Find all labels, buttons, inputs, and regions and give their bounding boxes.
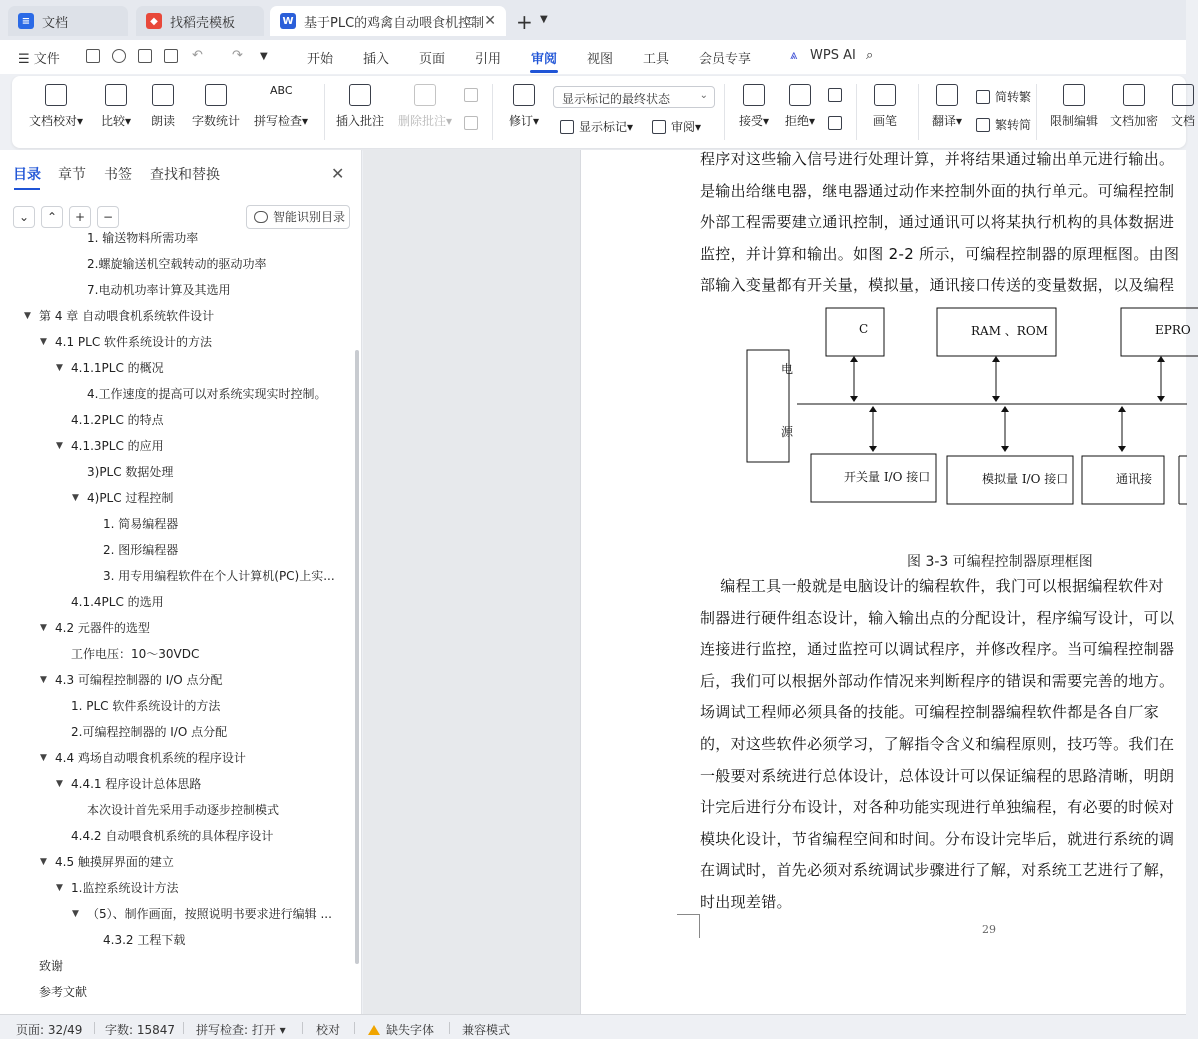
- word-count-button[interactable]: [190, 84, 242, 129]
- missing-font-status[interactable]: [368, 1021, 434, 1038]
- nav-tab-toc[interactable]: 目录: [13, 167, 41, 183]
- paragraph-line: 编程工具一般就是电脑设计的编程软件，我门可以根据编程软件对: [700, 577, 1164, 595]
- new-tab-icon[interactable]: +: [516, 10, 533, 34]
- collapse-all-icon[interactable]: ⌄: [13, 206, 35, 228]
- toc-item-label: 1. 简易编程器: [103, 517, 179, 531]
- menu-references[interactable]: 引用: [475, 52, 502, 67]
- toc-item-label: 4.3.2 工程下载: [103, 933, 186, 947]
- status-bar: [0, 1014, 1186, 1039]
- page-number: 29: [982, 923, 996, 936]
- eprom-label: EPRO: [1155, 323, 1191, 337]
- toc-expand-arrow-icon[interactable]: ▼: [24, 311, 31, 321]
- delete-comment-button[interactable]: 删除批注▾: [394, 84, 456, 129]
- plc-block-diagram: [581, 300, 1191, 520]
- toc-expand-arrow-icon[interactable]: ▼: [56, 363, 63, 373]
- reject-icon: [789, 84, 811, 106]
- nav-tab-find-replace[interactable]: 查找和替换: [150, 167, 220, 183]
- paragraph-line: 外部工程需要建立通讯控制，通过通讯可以将某执行机构的具体数据进: [700, 213, 1175, 232]
- paragraph-line: 模块化设计，节省编程空间和时间。分布设计完毕后，就进行系统的调: [700, 829, 1175, 848]
- prev-change-icon[interactable]: [828, 88, 847, 102]
- restrict-edit-button[interactable]: [1048, 84, 1100, 129]
- toc-item[interactable]: [0, 537, 352, 563]
- toc-item[interactable]: [0, 641, 352, 667]
- review-pane-label: 审阅: [671, 120, 696, 134]
- toc-item-label: 1. PLC 软件系统设计的方法: [71, 699, 221, 713]
- toc-item-label: 2.螺旋输送机空载转动的驱动功率: [87, 257, 267, 271]
- proofread-status[interactable]: 校对: [316, 1023, 341, 1037]
- doc-encrypt-label: 文档加密: [1109, 114, 1158, 128]
- search-icon[interactable]: ⌕: [866, 48, 874, 63]
- smart-toc-icon: [254, 211, 268, 223]
- doc-check-label: 文档校对: [28, 114, 77, 128]
- tab-bar: [0, 0, 1186, 40]
- toc-item[interactable]: [0, 589, 352, 615]
- toc-item[interactable]: [0, 875, 352, 901]
- spell-check-label: 拼写检查: [253, 114, 302, 128]
- file-menu[interactable]: ☰ 文件: [18, 52, 60, 67]
- toc-expand-arrow-icon[interactable]: ▼: [40, 623, 47, 633]
- page-indicator[interactable]: 页面: 32/49: [16, 1023, 83, 1037]
- toc-item-label: 3. 用专用编程软件在个人计算机(PC)上实...: [103, 569, 335, 583]
- review-ribbon: [12, 76, 1195, 148]
- monitor-icon[interactable]: [465, 17, 476, 25]
- toc-expand-arrow-icon[interactable]: ▼: [40, 337, 47, 347]
- toc-expand-arrow-icon[interactable]: ▼: [72, 493, 79, 503]
- remove-heading-icon[interactable]: −: [97, 206, 119, 228]
- toc-item-label: 致谢: [39, 959, 64, 973]
- docs-icon: ≡: [18, 13, 34, 29]
- expand-up-icon[interactable]: ⌃: [41, 206, 63, 228]
- paragraph-line: 部输入变量都有开关量，模拟量，通讯接口传送的变量数据，以及编程: [700, 276, 1175, 295]
- tab-current-doc[interactable]: [270, 6, 506, 36]
- prev-comment-icon[interactable]: [464, 88, 483, 102]
- power-label-bottom: 源: [781, 425, 794, 439]
- toc-item-label: 4.工作速度的提高可以对系统实现实时控制。: [87, 387, 327, 401]
- accept-button[interactable]: 接受▾: [734, 84, 774, 129]
- next-change-icon[interactable]: [828, 116, 847, 130]
- memory-label: RAM 、ROM: [971, 324, 1048, 338]
- toc-item-label: 4.2 元器件的选型: [55, 621, 150, 635]
- paragraph-line: 程序对这些输入信号进行处理计算，并将结果通过输出单元进行输出。: [700, 150, 1175, 168]
- doc-more-label: 文档: [1170, 114, 1195, 128]
- markup-state-select[interactable]: [553, 86, 715, 108]
- translate-label: 翻译: [931, 114, 956, 128]
- file-menu-label: 文件: [33, 52, 60, 67]
- ribbon-divider: [492, 84, 493, 140]
- toc-item[interactable]: [0, 927, 352, 953]
- toc-item-label: 4.5 触摸屏界面的建立: [55, 855, 174, 869]
- ribbon-divider: [1036, 84, 1037, 140]
- toc-item[interactable]: [0, 355, 352, 381]
- chevron-down-icon[interactable]: ▼: [540, 14, 548, 25]
- status-divider: [449, 1022, 450, 1034]
- toc-item[interactable]: [0, 277, 352, 303]
- reject-button[interactable]: 拒绝▾: [780, 84, 820, 129]
- spell-check-status[interactable]: 拼写检查: 打开 ▾: [196, 1023, 286, 1037]
- word-count-status[interactable]: 字数: 15847: [105, 1023, 176, 1037]
- toc-item[interactable]: [0, 979, 352, 1005]
- warning-icon: [368, 1025, 380, 1035]
- toc-item-label: 2.可编程控制器的 I/O 点分配: [71, 725, 228, 739]
- toc-item-label: 4.1.4PLC 的选用: [71, 595, 164, 609]
- paragraph-line: 的，对这些软件必须学习，了解指令含义和编程原则，技巧等。我们在: [700, 735, 1175, 753]
- pen-icon: [874, 84, 896, 106]
- review-pane-button[interactable]: 审阅 ▾: [652, 118, 701, 135]
- spell-check-button[interactable]: ABC 拼写检查▾: [253, 84, 309, 128]
- paragraph-line: 监控，并计算和输出。如图 2-2 所示，可编程控制器的原理框图。由图: [700, 244, 1180, 263]
- accept-icon: [743, 84, 765, 106]
- navigation-panel: [0, 150, 362, 1014]
- toc-item-label: 参考文献: [39, 985, 88, 999]
- status-divider: [354, 1022, 355, 1034]
- toc-item-label: 7.电动机功率计算及其选用: [87, 283, 231, 297]
- compare-label: 比较: [100, 114, 125, 128]
- toc-expand-arrow-icon[interactable]: ▼: [56, 779, 63, 789]
- toc-item-label: 4.1.1PLC 的概况: [71, 361, 164, 375]
- doc-encrypt-icon: [1123, 84, 1145, 106]
- close-panel-icon[interactable]: ✕: [331, 164, 345, 183]
- toc-item[interactable]: [0, 797, 352, 823]
- toc-item-label: 4.1.3PLC 的应用: [71, 439, 164, 453]
- docer-icon: ◆: [146, 13, 162, 29]
- toc-scrollbar[interactable]: [355, 350, 359, 964]
- menu-page[interactable]: 页面: [419, 52, 446, 67]
- toc-expand-arrow-icon[interactable]: ▼: [40, 675, 47, 685]
- spell-check-status-label: 拼写检查: 打开: [196, 1023, 276, 1037]
- status-divider: [183, 1022, 184, 1034]
- to-traditional-icon: [976, 90, 990, 104]
- compat-mode-status: 兼容模式: [462, 1023, 511, 1037]
- doc-check-button[interactable]: 文档校对▾: [28, 84, 84, 129]
- read-aloud-button[interactable]: [148, 84, 178, 129]
- add-heading-icon[interactable]: +: [69, 206, 91, 228]
- nav-tab-chapters[interactable]: 章节: [58, 167, 86, 183]
- show-markup-label: 显示标记: [579, 120, 628, 134]
- wps-ai-button[interactable]: WPS AI: [810, 48, 856, 63]
- paragraph-line: 制器进行硬件组态设计，输入输出点的分配设计，程序编写设计，可以: [700, 608, 1175, 627]
- revise-icon: [513, 84, 535, 106]
- comm-label: 通讯接: [1116, 472, 1153, 486]
- menu-tools[interactable]: 工具: [643, 52, 670, 67]
- active-menu-indicator: [530, 70, 558, 73]
- toc-item-label: 4)PLC 过程控制: [87, 491, 174, 505]
- active-nav-tab-indicator: [14, 188, 40, 190]
- doc-more-button[interactable]: [1168, 84, 1198, 129]
- toc-item-label: 2. 图形编程器: [103, 543, 179, 557]
- toc-item[interactable]: [0, 953, 352, 979]
- figure-caption: 图 3-3 可编程控制器原理框图: [907, 554, 1093, 570]
- read-aloud-icon: [152, 84, 174, 106]
- switch-io-label: 开关量 I/O 接口: [844, 470, 931, 484]
- to-simplified-icon: [976, 118, 990, 132]
- next-comment-icon[interactable]: [464, 116, 483, 130]
- toc-item[interactable]: [0, 225, 352, 251]
- toc-item[interactable]: [0, 615, 352, 641]
- toc-item-label: 4.4 鸡场自动喂食机系统的程序设计: [55, 751, 246, 765]
- quick-more-icon[interactable]: ▼: [260, 51, 268, 62]
- toc-item[interactable]: [0, 407, 352, 433]
- toc-item[interactable]: [0, 719, 352, 745]
- translate-icon: [936, 84, 958, 106]
- undo-icon[interactable]: ↶: [192, 48, 203, 63]
- chevron-down-icon: ⌄: [699, 90, 708, 101]
- delete-comment-label: 删除批注: [397, 114, 446, 128]
- toc-item-label: 4.1.2PLC 的特点: [71, 413, 164, 427]
- markup-state-value: 显示标记的最终状态: [562, 92, 671, 106]
- toc-item-label: 4.4.1 程序设计总体思路: [71, 777, 202, 791]
- print-icon[interactable]: [138, 49, 152, 63]
- spell-check-icon: ABC: [270, 84, 293, 97]
- status-divider: [302, 1022, 303, 1034]
- toc-item[interactable]: [0, 667, 352, 693]
- close-tab-icon[interactable]: ✕: [484, 13, 496, 29]
- tab-current-doc-label: 基于PLC的鸡禽自动喂食机控制: [304, 15, 485, 31]
- restrict-edit-icon: [1063, 84, 1085, 106]
- toc-item-label: 3)PLC 数据处理: [87, 465, 174, 479]
- paragraph-line: 时出现差错。: [700, 893, 792, 911]
- smart-toc-label: 智能识别目录: [273, 210, 346, 224]
- toc-item[interactable]: [0, 745, 352, 771]
- menu-bar: [0, 40, 1186, 74]
- restrict-edit-label: 限制编辑: [1049, 114, 1098, 128]
- paragraph-line: 是输出给继电器，继电器通过动作来控制外面的执行单元。可编程控制: [700, 181, 1175, 200]
- paragraph-line: 计完后进行分布设计，对各种功能实现进行单独编程，有必要的时候对: [700, 798, 1175, 817]
- show-markup-button[interactable]: 显示标记 ▾: [560, 118, 633, 135]
- tab-templates[interactable]: [136, 6, 264, 36]
- revise-label: 修订: [508, 114, 533, 128]
- paragraph-line: 后，我们可以根据外部动作情况来判断程序的错误和需要完善的地方。: [700, 671, 1175, 690]
- menu-review[interactable]: 审阅: [531, 52, 558, 67]
- toc-item[interactable]: [0, 303, 352, 329]
- paragraph-line: 连接进行监控，通过监控可以调试程序，并修改程序。当可编程控制器: [700, 640, 1175, 659]
- toc-item[interactable]: [0, 823, 352, 849]
- save-icon[interactable]: [86, 49, 100, 63]
- tab-templates-label: 找稻壳模板: [170, 15, 236, 31]
- to-traditional-button[interactable]: [976, 88, 1031, 105]
- nav-tab-bookmarks[interactable]: 书签: [104, 167, 132, 183]
- ribbon-divider: [856, 84, 857, 140]
- paragraph-line: 一般要对系统进行总体设计，总体设计可以保证编程的思路清晰，明朗: [700, 766, 1175, 785]
- toc-item-label: 本次设计首先采用手动逐步控制模式: [87, 803, 280, 817]
- menu-view[interactable]: 视图: [587, 52, 614, 67]
- tab-docs-label: 文档: [42, 15, 69, 31]
- toc-item[interactable]: [0, 433, 352, 459]
- toc-item-label: 4.3 可编程控制器的 I/O 点分配: [55, 673, 223, 687]
- show-markup-icon: [560, 120, 574, 134]
- print-preview-icon[interactable]: [164, 49, 178, 63]
- compare-icon: [105, 84, 127, 106]
- doc-encrypt-button[interactable]: [1108, 84, 1160, 129]
- toc-item[interactable]: [0, 693, 352, 719]
- toc-item[interactable]: [0, 485, 352, 511]
- toc-item[interactable]: [0, 329, 352, 355]
- power-label-top: 电: [781, 362, 794, 376]
- toc-item-label: 4.1 PLC 软件系统设计的方法: [55, 335, 213, 349]
- ribbon-divider: [918, 84, 919, 140]
- toc-list: [0, 231, 352, 1014]
- accept-label: 接受: [738, 114, 763, 128]
- share-icon[interactable]: [112, 49, 126, 63]
- cpu-label: C: [859, 322, 869, 336]
- menu-home[interactable]: 开始: [307, 52, 334, 67]
- doc-more-icon: [1172, 84, 1194, 106]
- status-divider: [94, 1022, 95, 1034]
- reject-label: 拒绝: [784, 114, 809, 128]
- toc-expand-arrow-icon[interactable]: ▼: [40, 857, 47, 867]
- page-corner-mark: [677, 914, 700, 938]
- wps-ai-icon[interactable]: ⩓: [790, 48, 798, 63]
- toc-expand-arrow-icon[interactable]: ▼: [56, 441, 63, 451]
- to-simplified-label: 繁转简: [995, 118, 1032, 132]
- toc-expand-arrow-icon[interactable]: ▼: [72, 909, 79, 919]
- toc-item[interactable]: [0, 849, 352, 875]
- insert-comment-icon: [349, 84, 371, 106]
- insert-comment-label: 插入批注: [335, 114, 384, 128]
- review-pane-icon: [652, 120, 666, 134]
- delete-comment-icon: [414, 84, 436, 106]
- ribbon-divider: [724, 84, 725, 140]
- toc-item-label: （5）、制作画面，按照说明书要求进行编辑 ...: [87, 907, 332, 921]
- tab-docs[interactable]: [8, 6, 128, 36]
- toc-item[interactable]: [0, 901, 352, 927]
- toc-item[interactable]: [0, 563, 352, 589]
- compare-button[interactable]: 比较▾: [96, 84, 136, 129]
- toc-item-label: 1. 输送物料所需功率: [87, 231, 199, 245]
- missing-font-label: 缺失字体: [386, 1023, 435, 1037]
- menu-membership[interactable]: 会员专享: [699, 52, 752, 67]
- cpu-box: [826, 308, 884, 356]
- word-count-icon: [205, 84, 227, 106]
- toc-item[interactable]: [0, 511, 352, 537]
- paragraph-line: 在调试时，首先必须对系统调试步骤进行了解，对系统工艺进行了解，: [700, 861, 1175, 880]
- paragraph-line: 场调试工程师必须具备的技能。可编程控制器编程软件都是各自厂家: [700, 703, 1160, 722]
- toc-item[interactable]: [0, 459, 352, 485]
- ribbon-divider: [324, 84, 325, 140]
- toc-item[interactable]: [0, 771, 352, 797]
- toc-expand-arrow-icon[interactable]: ▼: [56, 883, 63, 893]
- toc-item-label: 第 4 章 自动喂食机系统软件设计: [39, 309, 215, 323]
- analog-io-label: 模拟量 I/O 接口: [982, 472, 1069, 486]
- read-aloud-label: 朗读: [150, 114, 175, 128]
- to-simplified-button[interactable]: [976, 116, 1031, 133]
- toc-item[interactable]: [0, 251, 352, 277]
- menu-insert[interactable]: 插入: [363, 52, 390, 67]
- translate-button[interactable]: 翻译▾: [928, 84, 966, 129]
- doc-check-icon: [45, 84, 67, 106]
- insert-comment-button[interactable]: [334, 84, 386, 129]
- toc-item-label: 1.监控系统设计方法: [71, 881, 179, 895]
- word-count-label: 字数统计: [191, 114, 240, 128]
- word-doc-icon: W: [280, 13, 296, 29]
- to-traditional-label: 简转繁: [995, 90, 1032, 104]
- toc-item[interactable]: [0, 381, 352, 407]
- pen-label: 画笔: [872, 114, 897, 128]
- document-page[interactable]: [580, 150, 1191, 1014]
- toc-item-label: 4.4.2 自动喂食机系统的具体程序设计: [71, 829, 274, 843]
- toc-expand-arrow-icon[interactable]: ▼: [40, 753, 47, 763]
- redo-icon[interactable]: ↷: [232, 48, 243, 63]
- toc-item-label: 工作电压：10～30VDC: [71, 647, 200, 661]
- revise-button[interactable]: 修订▾: [504, 84, 544, 129]
- pen-button[interactable]: [870, 84, 900, 129]
